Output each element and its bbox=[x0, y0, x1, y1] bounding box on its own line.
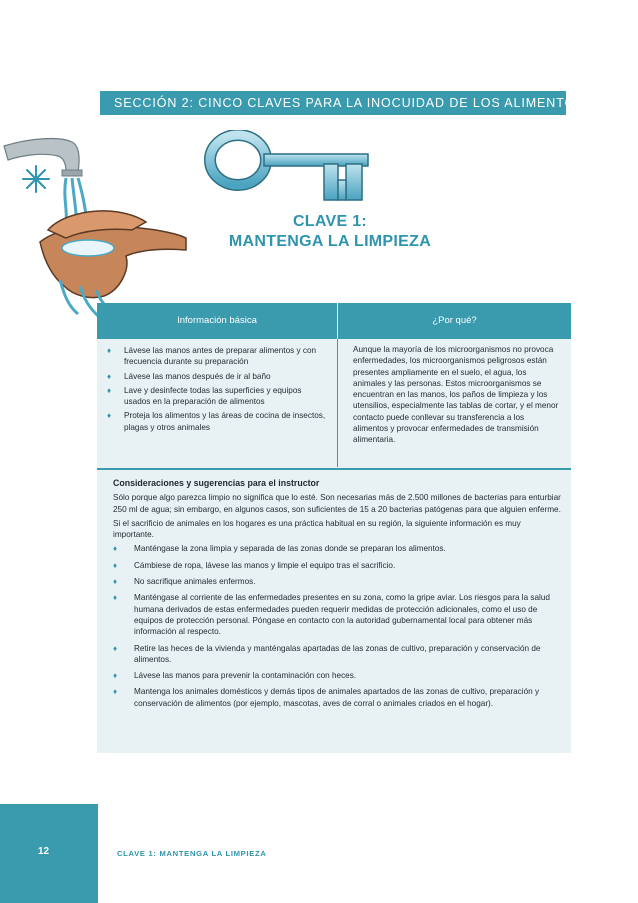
diamond-bullet-icon: ♦ bbox=[113, 544, 118, 554]
section-banner: SECCIÓN 2: CINCO CLAVES PARA LA INOCUIDAD DE LOS ALIMENTOS bbox=[100, 91, 566, 115]
list-item: ♦ Lávese las manos después de ir al baño bbox=[107, 371, 271, 381]
title-line-1: CLAVE 1: bbox=[292, 213, 368, 230]
considerations-paragraph: Sólo porque algo parezca limpio no significa que lo esté. Son necesarias más de 2.500 millones de bacterias para enturbiar 250 ml de agua; sin embargo, en algunos casos, son suficientes de 15 a 20 bacterias patógenas para que alguien enferme. bbox=[113, 493, 561, 514]
section-divider bbox=[97, 468, 571, 470]
list-item: ♦ Proteja los alimentos y las áreas de cocina de insectos, plagas y otros animales bbox=[107, 411, 326, 432]
diamond-bullet-icon: ♦ bbox=[113, 671, 118, 681]
list-item: ♦ Lávese las manos para prevenir la contaminación con heces. bbox=[113, 671, 357, 681]
running-footer: CLAVE 1: MANTENGA LA LIMPIEZA bbox=[117, 849, 267, 858]
panel-header bbox=[97, 303, 571, 339]
considerations-list bbox=[113, 543, 563, 709]
diamond-bullet-icon: ♦ bbox=[113, 643, 118, 653]
list-item: ♦ Lave y desinfecte todas las superficies y equipos usados en la preparación de alimentos bbox=[107, 385, 302, 407]
title-line-2: MANTENGA LA LIMPIEZA bbox=[228, 233, 432, 250]
considerations-title: Consideraciones y sugerencias para el instructor bbox=[113, 478, 320, 488]
diamond-bullet-icon: ♦ bbox=[107, 371, 112, 381]
list-item: ♦ Mantenga los animales domésticos y demás tipos de animales apartados de las zonas de cultivo, preparación y conservación de alimentos (por ejemplo, mascotas, aves de corral o animales criados en el hogar). bbox=[113, 687, 540, 708]
diamond-bullet-icon: ♦ bbox=[113, 560, 118, 570]
key-icon bbox=[200, 130, 375, 205]
considerations-paragraph: Si el sacrificio de animales en los hogares es una práctica habitual en su región, la siguiente información es muy importante. bbox=[113, 518, 521, 540]
list-item: ♦ Lávese las manos antes de preparar alimentos y con frecuencia durante su preparación bbox=[107, 346, 317, 367]
hands-washing-icon bbox=[0, 130, 200, 320]
diamond-bullet-icon: ♦ bbox=[107, 346, 112, 355]
page-title bbox=[200, 212, 460, 252]
diamond-bullet-icon: ♦ bbox=[113, 687, 118, 697]
diamond-bullet-icon: ♦ bbox=[113, 593, 118, 603]
page-number: 12 bbox=[38, 846, 50, 857]
basic-info-header: Información básica bbox=[177, 315, 257, 326]
info-panel bbox=[97, 303, 571, 753]
basic-info-list bbox=[107, 345, 329, 436]
list-item: ♦ Manténgase al corriente de las enfermedades presentes en su zona, como la gripe aviar. Los riesgos para la salud humana derivados de estas enfermedades pueden requerir medidas de protección adicionales, como el uso de equipos de protección personal. Póngase en contacto con la autoridad gubernamental local para obtener más información al respecto. bbox=[113, 593, 550, 637]
list-item: ♦ Manténgase la zona limpia y separada de las zonas donde se preparan los alimentos. bbox=[113, 544, 446, 554]
list-item: ♦ Cámbiese de ropa, lávese las manos y limpie el equipo tras el sacrificio. bbox=[113, 560, 396, 570]
why-header: ¿Por qué? bbox=[432, 315, 477, 326]
diamond-bullet-icon: ♦ bbox=[107, 385, 112, 395]
list-item: ♦ Retire las heces de la vivienda y manténgalas apartadas de las zonas de cultivo, preparación y conservación de alimentos. bbox=[113, 643, 541, 664]
list-item: ♦ No sacrifique animales enfermos. bbox=[113, 577, 256, 587]
diamond-bullet-icon: ♦ bbox=[113, 577, 118, 587]
why-text: Aunque la mayoría de los microorganismos no provoca enfermedades, los microorganismos peligrosos están presentes ampliamente en el suelo, el agua, los animales y las personas. Estos microorganismos se encuentran en las manos, los paños de limpieza y los utensilios, especialmente las tablas de cortar, y el menor contacto puede conllevar su transferencia a los alimentos y provocar enfermedades de transmisión alimentaria. bbox=[353, 345, 559, 445]
column-divider bbox=[337, 339, 338, 467]
instructor-considerations bbox=[113, 478, 563, 714]
diamond-bullet-icon: ♦ bbox=[107, 411, 112, 421]
